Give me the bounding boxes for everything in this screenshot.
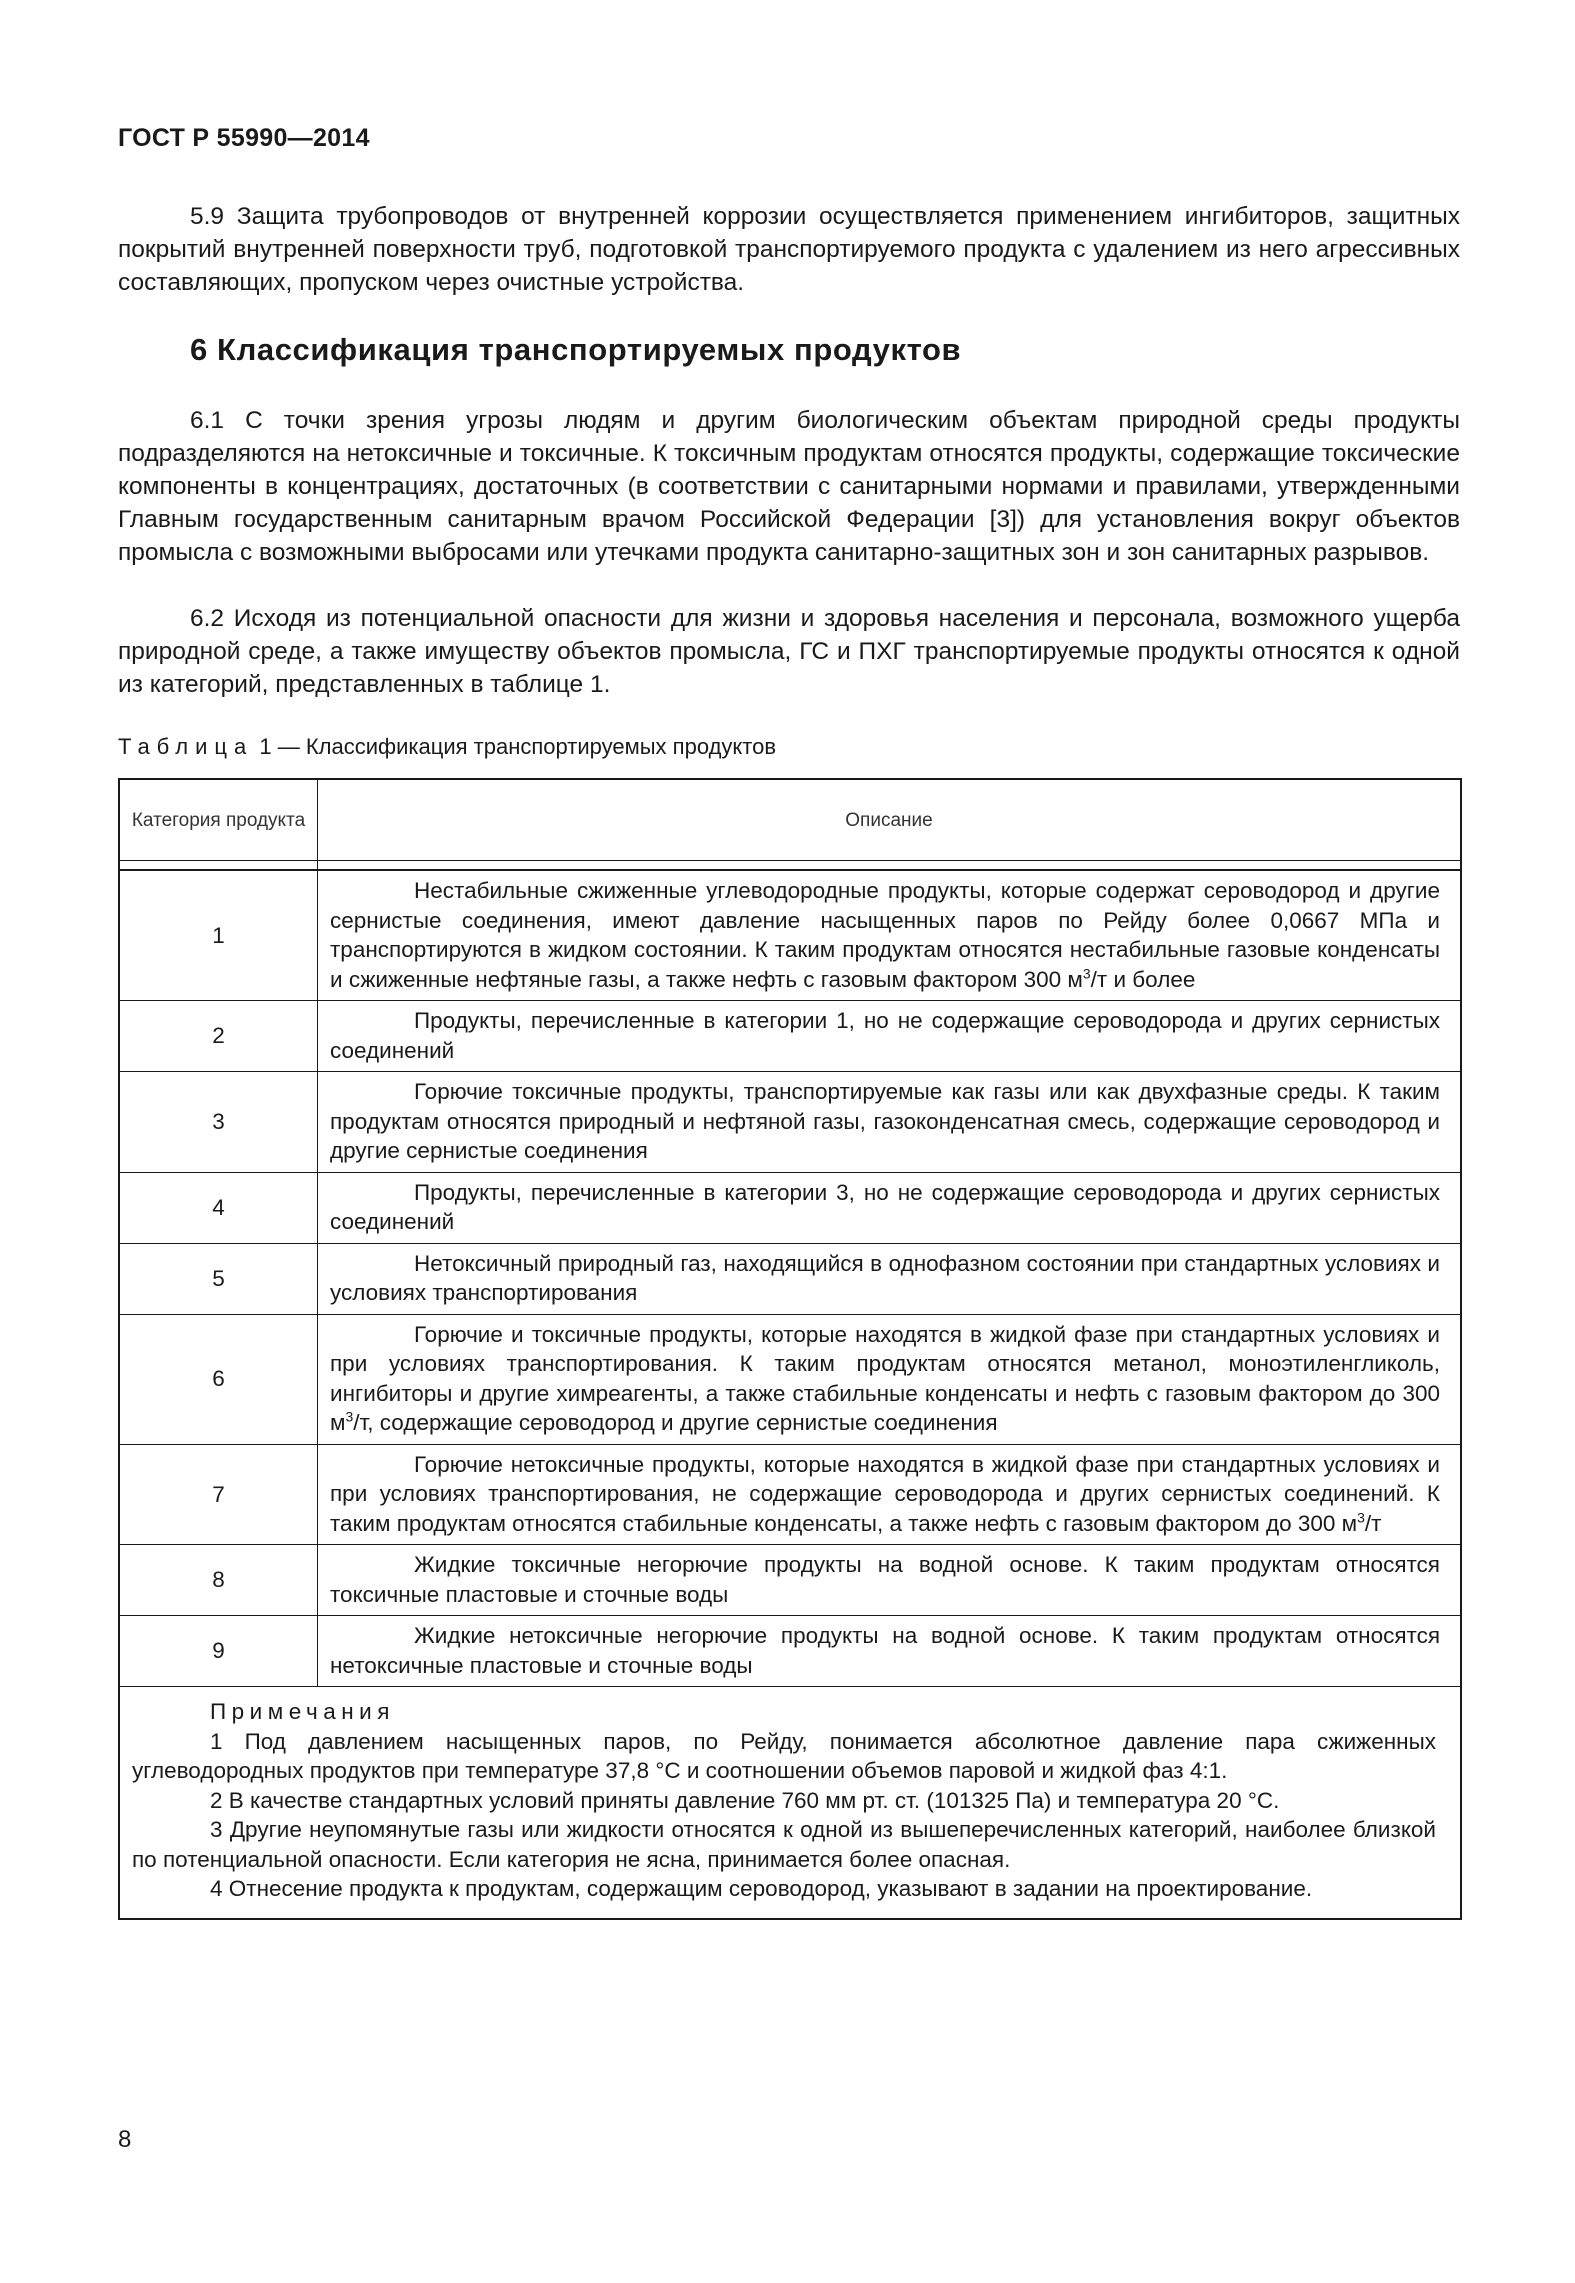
note-item: 4 Отнесение продукта к продуктам, содержащим сероводород, указывают в задании на проектирование.: [210, 1876, 1313, 1901]
document-id-header: ГОСТ Р 55990—2014: [118, 124, 370, 152]
category-cell: 3: [119, 1072, 318, 1173]
table-caption: [118, 734, 776, 760]
classification-table: [118, 778, 1462, 1920]
description-text: Продукты, перечисленные в категории 1, но не содержащие сероводорода и других сернистых соединений: [330, 1008, 1440, 1063]
description-text: Нетоксичный природный газ, находящийся в однофазном состоянии при стандартных условиях и условиях транспортирования: [330, 1250, 1440, 1305]
category-cell: 7: [119, 1444, 318, 1545]
header-gap-row: [119, 861, 1461, 871]
header-category: Категория продукта: [119, 779, 318, 861]
paragraph-6-1: 6.1 С точки зрения угрозы людям и другим биологическим объектам природной среды продукты подразделяются на нетоксичные и токсичные. К токсичным продуктам относятся продукты, содержащие токсические компоненты в концентрациях, достаточных (в соответствии с санитарными нормами и правилами, утвержденными Главным государственным санитарным врачом Российской Федерации [3]) для установления вокруг объектов промысла с возможными выбросами или утечками продукта санитарно-защитных зон и зон санитарных разрывов.: [118, 407, 1460, 566]
description-cell: [318, 1001, 1462, 1072]
description-cell: [318, 1314, 1462, 1444]
table-row: [119, 1072, 1461, 1173]
table-caption-text: 1 — Классификация транспортируемых продуктов: [259, 734, 777, 759]
description-text: Горючие токсичные продукты, транспортируемые как газы или как двухфазные среды. К таким продуктам относятся природный и нефтяной газы, газоконденсатная смесь, содержащие сероводород и другие сернистые соединения: [330, 1079, 1440, 1163]
superscript: 3: [1082, 965, 1091, 981]
table-row: [119, 870, 1461, 1001]
paragraph-5-9: 5.9 Защита трубопроводов от внутренней коррозии осуществляется применением ингибиторов, защитных покрытий внутренней поверхности труб, подготовкой транспортируемого продукта с удалением из него агрессивных составляющих, пропуском через очистные устройства.: [118, 203, 1460, 296]
table-row: [119, 1444, 1461, 1545]
paragraph-6-2: 6.2 Исходя из потенциальной опасности для жизни и здоровья населения и персонала, возможного ущерба природной среде, а также имуществу объектов промысла, ГС и ПХГ транспортируемые продукты относятся к одной из категорий, представленных в таблице 1.: [118, 605, 1460, 698]
description-text: Горючие и токсичные продукты, которые находятся в жидкой фазе при стандартных условиях и при условиях транспортирования. К таким продуктам относятся метанол, моноэтиленгликоль, ингибиторы и другие химреагенты, а также стабильные конденсаты и нефть с газовым фактором до 300 м: [330, 1321, 1440, 1435]
description-text: Горючие нетоксичные продукты, которые находятся в жидкой фазе при стандартных условиях и при условиях транспортирования, не содержащие сероводорода и других сернистых соединений. К таким продуктам относятся стабильные конденсаты, а также нефть с газовым фактором до 300 м: [330, 1451, 1440, 1536]
category-cell: 5: [119, 1243, 318, 1314]
description-cell: [318, 1172, 1462, 1243]
table-row: [119, 1172, 1461, 1243]
description-text-tail: /т, содержащие сероводород и другие сернистые соединения: [353, 1410, 998, 1435]
notes-title: Примечания: [210, 1699, 395, 1724]
description-text: Жидкие токсичные негорючие продукты на водной основе. К таким продуктам относятся токсичные пластовые и сточные воды: [330, 1552, 1440, 1607]
category-cell: 8: [119, 1545, 318, 1616]
superscript: 3: [345, 1408, 354, 1425]
description-cell: [318, 1243, 1462, 1314]
description-cell: [318, 1616, 1462, 1687]
table-row: [119, 1616, 1461, 1687]
table-row: [119, 1243, 1461, 1314]
table-row: [119, 1314, 1461, 1444]
page-number: 8: [118, 2126, 132, 2153]
description-text: Нестабильные сжиженные углеводородные продукты, которые содержат сероводород и другие сернистые соединения, имеют давление насыщенных паров по Рейду более 0,0667 МПа и транспортируются в жидком состоянии. К таким продуктам относятся нестабильные газовые конденсаты и сжиженные нефтяные газы, а также нефть с газовым фактором 300 м: [330, 878, 1440, 992]
table-row: [119, 1001, 1461, 1072]
table-header-row: [119, 779, 1461, 861]
description-cell: [318, 870, 1462, 1001]
table-caption-word: Таблица: [118, 734, 254, 759]
description-text-tail: /т и более: [1090, 966, 1196, 992]
note-item: 3 Другие неупомянутые газы или жидкости относятся к одной из вышеперечисленных категорий, наиболее близкой по потенциальной опасности. Если категория не ясна, принимается более опасная.: [132, 1817, 1436, 1872]
description-cell: [318, 1072, 1462, 1173]
notes-cell: [119, 1687, 1461, 1919]
note-item: 2 В качестве стандартных условий приняты давление 760 мм рт. ст. (101325 Па) и температура 20 °С.: [210, 1787, 1280, 1813]
category-cell: 9: [119, 1616, 318, 1687]
category-cell: 6: [119, 1314, 318, 1444]
note-item: 1 Под давлением насыщенных паров, по Рейду, понимается абсолютное давление пара сжиженных углеводородных продуктов при температуре 37,8 °С и соотношении объемов паровой и жидкой фаз 4:1.: [132, 1728, 1436, 1783]
description-text-tail: /т: [1364, 1510, 1382, 1536]
description-cell: [318, 1545, 1462, 1616]
category-cell: 2: [119, 1001, 318, 1072]
section-title: 6 Классификация транспортируемых продуктов: [190, 332, 962, 367]
description-cell: [318, 1444, 1462, 1545]
superscript: 3: [1357, 1509, 1365, 1525]
category-cell: 4: [119, 1172, 318, 1243]
category-cell: 1: [119, 870, 318, 1001]
table-row: [119, 1545, 1461, 1616]
header-description: Описание: [318, 779, 1462, 861]
notes-row: [119, 1687, 1461, 1919]
description-text: Продукты, перечисленные в категории 3, но не содержащие сероводорода и других сернистых соединений: [330, 1179, 1440, 1234]
description-text: Жидкие нетоксичные негорючие продукты на водной основе. К таким продуктам относятся нетоксичные пластовые и сточные воды: [330, 1623, 1440, 1678]
